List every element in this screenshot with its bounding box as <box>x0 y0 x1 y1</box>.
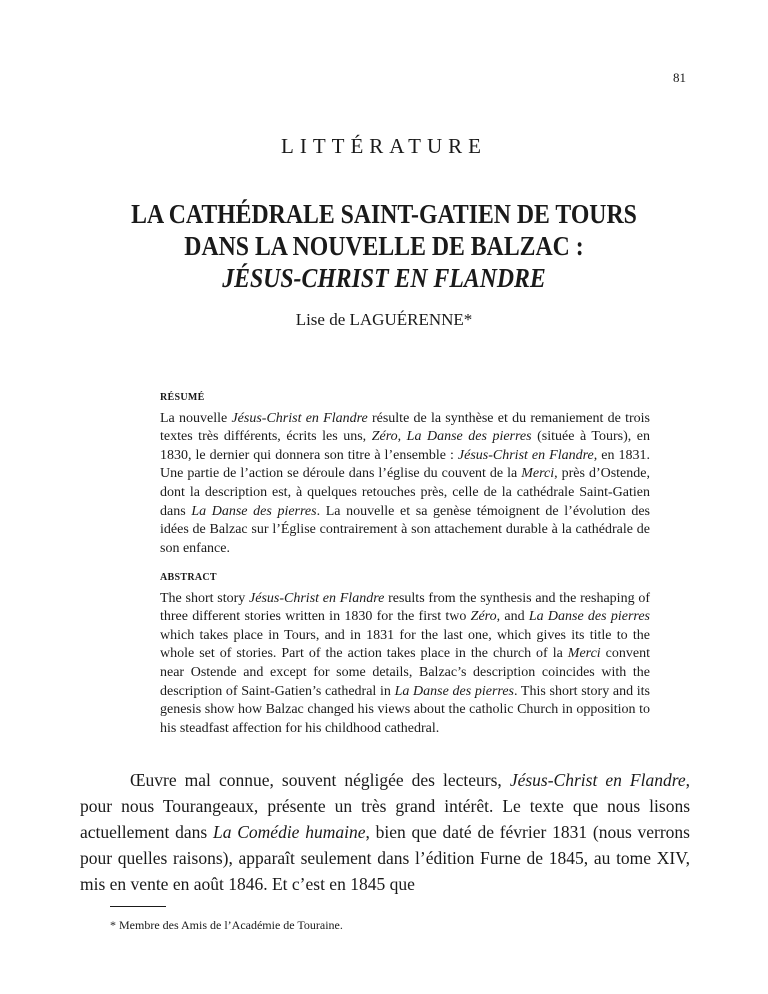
abstract-text <box>160 590 650 739</box>
italic-title: Merci <box>521 466 555 482</box>
text-run: , <box>397 429 407 445</box>
text-run: which takes place in Tours, and in 1831 for the last one, which gives its title to the whole set of stories. Part of the action takes place in the church of la <box>160 627 650 662</box>
italic-title: Jésus-Christ en Flandre <box>231 410 368 426</box>
text-run: (située à Tours), en 1830, le dernier qui donnera son titre à l’ensemble : <box>160 429 651 463</box>
title-line-2: DANS LA NOUVELLE DE BALZAC : <box>184 231 584 261</box>
italic-title: La Danse des pierres <box>394 683 514 699</box>
italic-title: Jésus-Christ en Flandre <box>457 447 594 463</box>
italic-title: La Danse des pierres <box>528 609 651 625</box>
text-run: , pour nous Tourangeaux, présente un très grand intérêt. Le texte que nous lisons actuellement dans <box>80 770 691 842</box>
text-run: convent near Ostende and except for some details, Balzac’s description coincides with the description of Saint-Gatien’s cathedral in <box>160 646 650 699</box>
text-run: résulte de la synthèse et du remaniement de trois textes très différents, écrits les uns, <box>160 410 650 445</box>
text-run: , bien que daté de février 1831 (nous verrons pour quelles raisons), apparaît seulement dans l’édition Furne de 1845, au tome XIV, mis en vente en août 1846. Et c’est en 1845 que <box>80 822 690 894</box>
text-run: , en 1831. Une partie de l’action se déroule dans l’église du couvent de la <box>160 447 650 482</box>
text-run: La nouvelle <box>160 410 232 426</box>
footnote: * Membre des Amis de l’Académie de Touraine. <box>110 918 343 932</box>
text-run: The short story <box>160 590 250 606</box>
italic-title: Merci <box>567 646 601 662</box>
title-line-1: LA CATHÉDRALE SAINT-GATIEN DE TOURS <box>131 199 637 229</box>
author: Lise de LAGUÉRENNE* <box>295 310 473 329</box>
italic-title: La Comédie humaine <box>213 822 366 842</box>
resume-text <box>160 410 650 559</box>
resume-label: RÉSUMÉ <box>160 392 205 403</box>
footnote-rule <box>110 906 166 907</box>
italic-title: Zéro <box>371 429 398 445</box>
article-title <box>46 198 722 294</box>
text-run: . La nouvelle et sa genèse témoignent de l’évolution des idées de Balzac sur l’Église contrairement à son attachement durable à la cathédrale de son enfance. <box>160 503 650 556</box>
text-run: , près d’Ostende, dont la description est, à quelques retouches près, celle de la cathédrale Saint-Gatien dans <box>160 466 650 519</box>
text-run: . This short story and its genesis show how Balzac changed his views about the catholic Church in opposition to his steadfast affection for his childhood cathedral. <box>160 683 650 736</box>
text-run: , and <box>496 609 529 625</box>
italic-title: Zéro <box>470 609 497 625</box>
abstract-label: ABSTRACT <box>160 572 217 583</box>
italic-title: Jésus-Christ en Flandre <box>509 770 686 790</box>
abstract-block <box>160 569 650 738</box>
text-run: results from the synthesis and the reshaping of three different stories written in 1830 for the first two <box>160 590 650 625</box>
section-heading: LITTÉRATURE <box>281 134 487 158</box>
resume-block <box>160 389 650 558</box>
italic-title: La Danse des pierres <box>191 503 317 519</box>
text-run: Œuvre mal connue, souvent négligée des lecteurs, <box>130 770 510 790</box>
title-line-3: JÉSUS-CHRIST EN FLANDRE <box>222 263 546 293</box>
italic-title: La Danse des pierres <box>406 429 532 445</box>
body-paragraph <box>80 767 690 897</box>
body-text <box>80 767 690 897</box>
page-number: 81 <box>673 70 686 85</box>
italic-title: Jésus-Christ en Flandre <box>249 590 385 606</box>
